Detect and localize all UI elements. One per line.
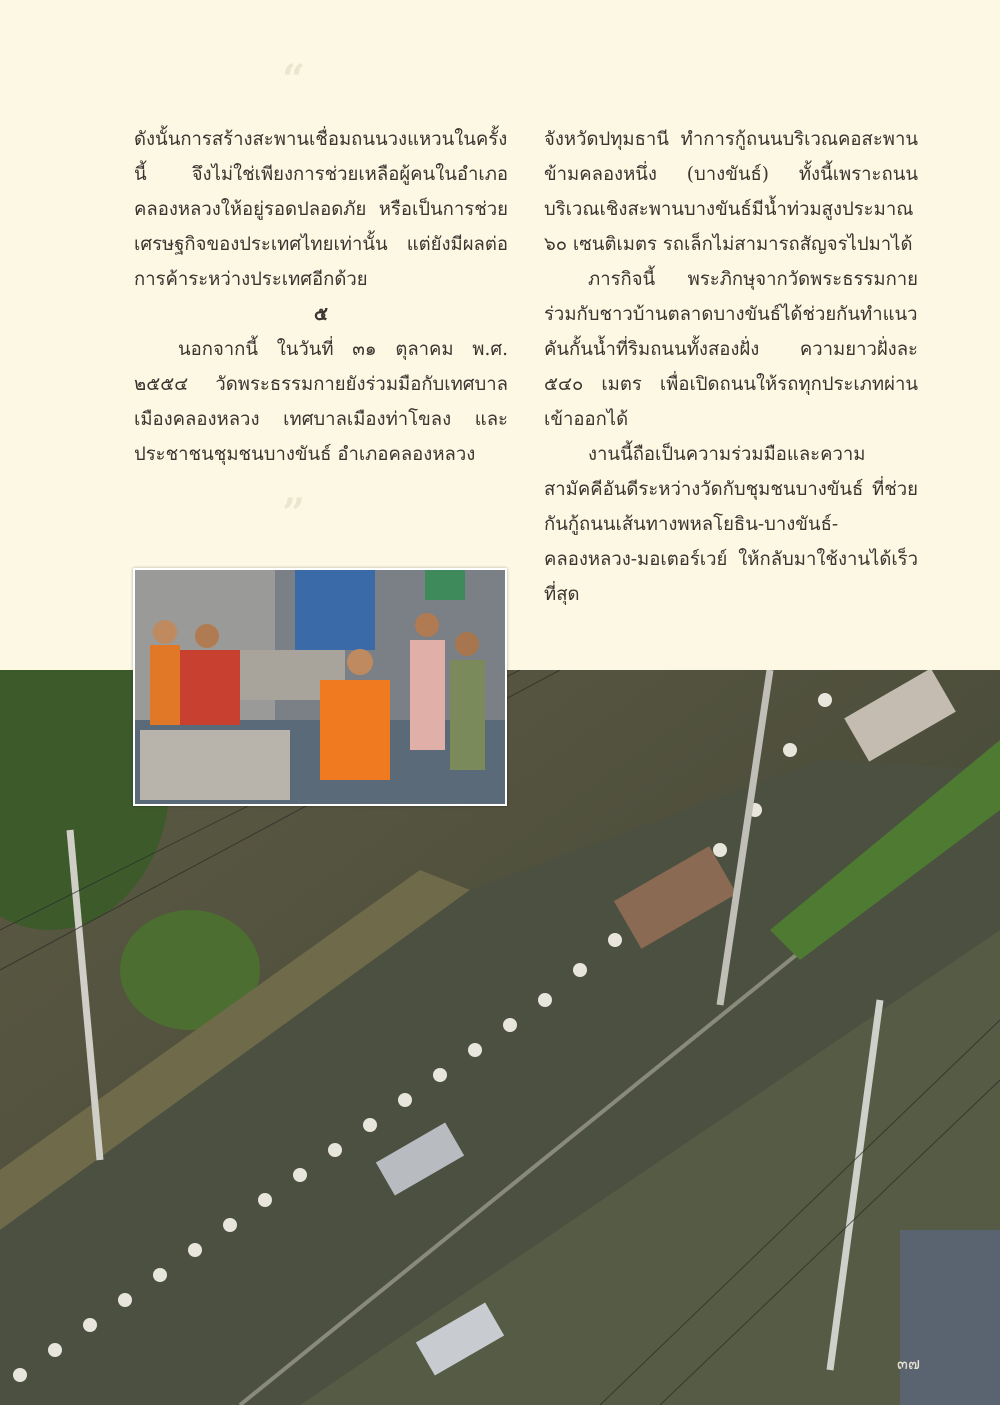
right-column <box>544 122 918 612</box>
left-column <box>134 122 508 472</box>
left-paragraph-2: นอกจากนี้ ในวันที่ ๓๑ ตุลาคม พ.ศ. ๒๕๕๔ วัดพระธรรมกายยังร่วมมือกับเทศบาลเมืองคลองหลวง เทศบาลเมืองท่าโขลง และประชาชนชุมชนบางขันธ์ อำเภอคลองหลวง <box>134 339 508 465</box>
right-paragraph-1: จังหวัดปทุมธานี ทำการกู้ถนนบริเวณคอสะพานข้ามคลองหนึ่ง (บางขันธ์) ทั้งนี้เพราะถนนบริเวณเชิงสะพานบางขันธ์มีน้ำท่วมสูงประมาณ ๖๐ เซนติเมตร รถเล็กไม่สามารถสัญจรไปมาได้ <box>544 129 918 255</box>
inset-photo-volunteers <box>133 568 507 806</box>
right-paragraph-2: ภารกิจนี้ พระภิกษุจากวัดพระธรรมกายร่วมกับชาวบ้านตลาดบางขันธ์ได้ช่วยกันทำแนวคันกั้นน้ำที่ริมถนนทั้งสองฝั่ง ความยาวฝั่งละ ๕๔๐ เมตร เพื่อเปิดถนนให้รถทุกประเภทผ่านเข้าออกได้ <box>544 269 918 430</box>
inset-photo-graphic <box>135 570 505 804</box>
open-quote-mark: “ <box>282 56 306 103</box>
right-paragraph-3: งานนี้ถือเป็นความร่วมมือและความสามัคคีอันดีระหว่างวัดกับชุมชนบางขันธ์ ที่ช่วยกันกู้ถนนเส้นทางพหลโยธิน-บางขันธ์-คลองหลวง-มอเตอร์เวย์ ให้กลับมาใช้งานได้เร็วที่สุด <box>544 444 918 605</box>
section-number: ๕ <box>313 304 328 325</box>
close-quote-mark: ” <box>282 490 306 537</box>
page-number: ๓๗ <box>897 1354 920 1373</box>
left-paragraph-1: ดังนั้นการสร้างสะพานเชื่อมถนนวงแหวนในครั้งนี้ จึงไม่ใช่เพียงการช่วยเหลือผู้คนในอำเภอคลองหลวงให้อยู่รอดปลอดภัย หรือเป็นการช่วยเศรษฐกิจของประเทศไทยเท่านั้น แต่ยังมีผลต่อการค้าระหว่างประเทศอีกด้วย <box>134 129 508 290</box>
